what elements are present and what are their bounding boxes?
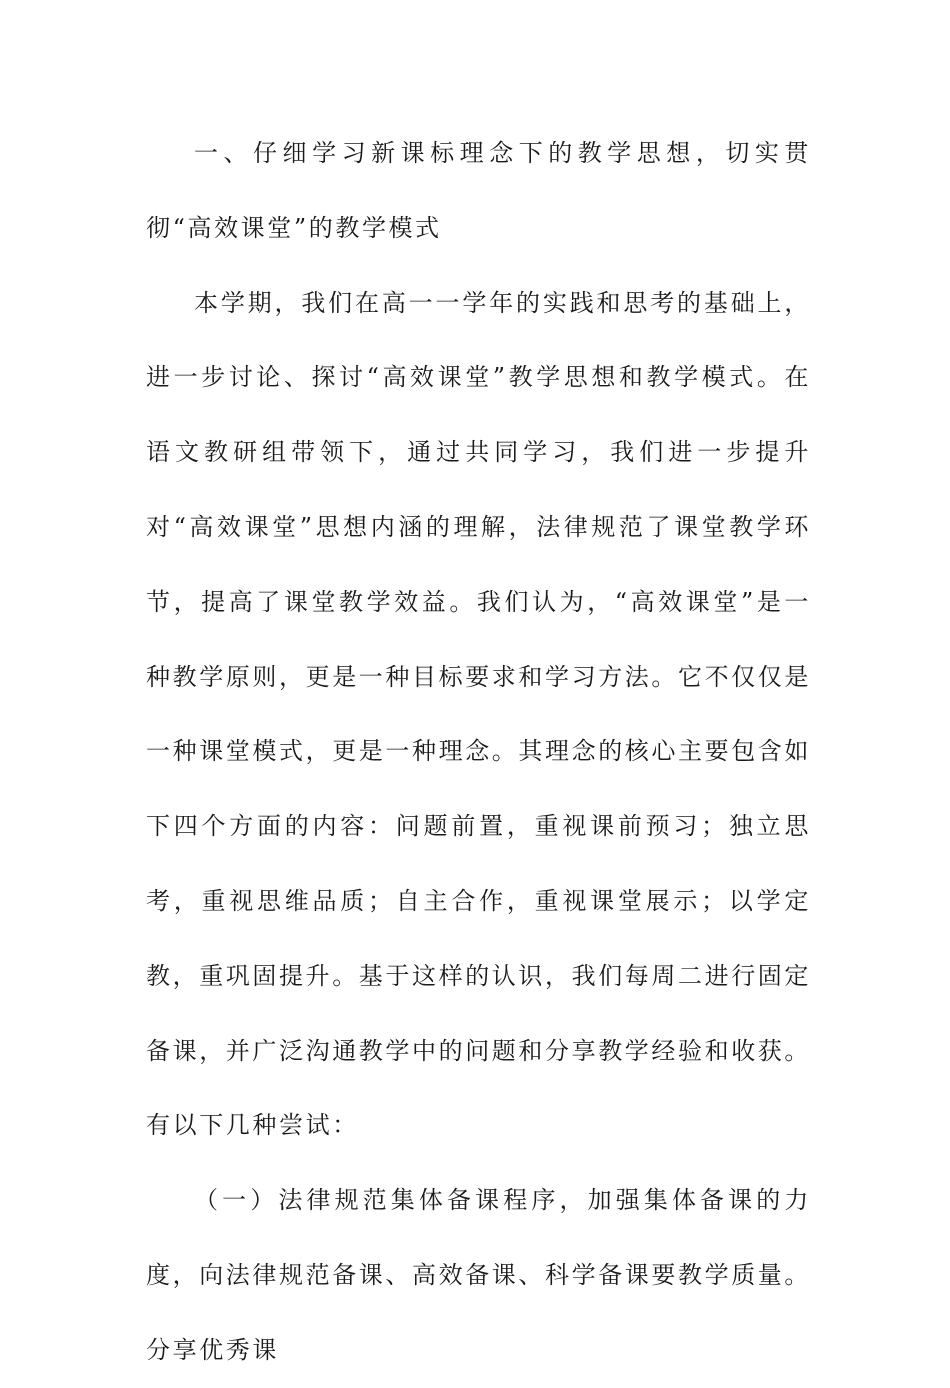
document-body	[146, 116, 811, 1388]
body-paragraph: 本学期，我们在高一一学年的实践和思考的基础上，进一步讨论、探讨“高效课堂”教学思想和教学模式。在语文教研组带领下，通过共同学习，我们进一步提升对“高效课堂”思想内涵的理解，法律规范了课堂教学环节，提高了课堂教学效益。我们认为，“高效课堂”是一种教学原则，更是一种目标要求和学习方法。它不仅仅是一种课堂模式，更是一种理念。其理念的核心主要包含如下四个方面的内容：问题前置，重视课前预习；独立思考，重视思维品质；自主合作，重视课堂展示；以学定教，重巩固提升。基于这样的认识，我们每周二进行固定备课，并广泛沟通教学中的问题和分享教学经验和收获。有以下几种尝试：	[146, 288, 811, 1140]
sub-item-paragraph: （一）法律规范集体备课程序，加强集体备课的力度，向法律规范备课、高效备课、科学备课要教学质量。分享优秀课	[146, 1186, 811, 1364]
section-heading-paragraph: 一、仔细学习新课标理念下的教学思想，切实贯彻“高效课堂”的教学模式	[146, 139, 811, 242]
